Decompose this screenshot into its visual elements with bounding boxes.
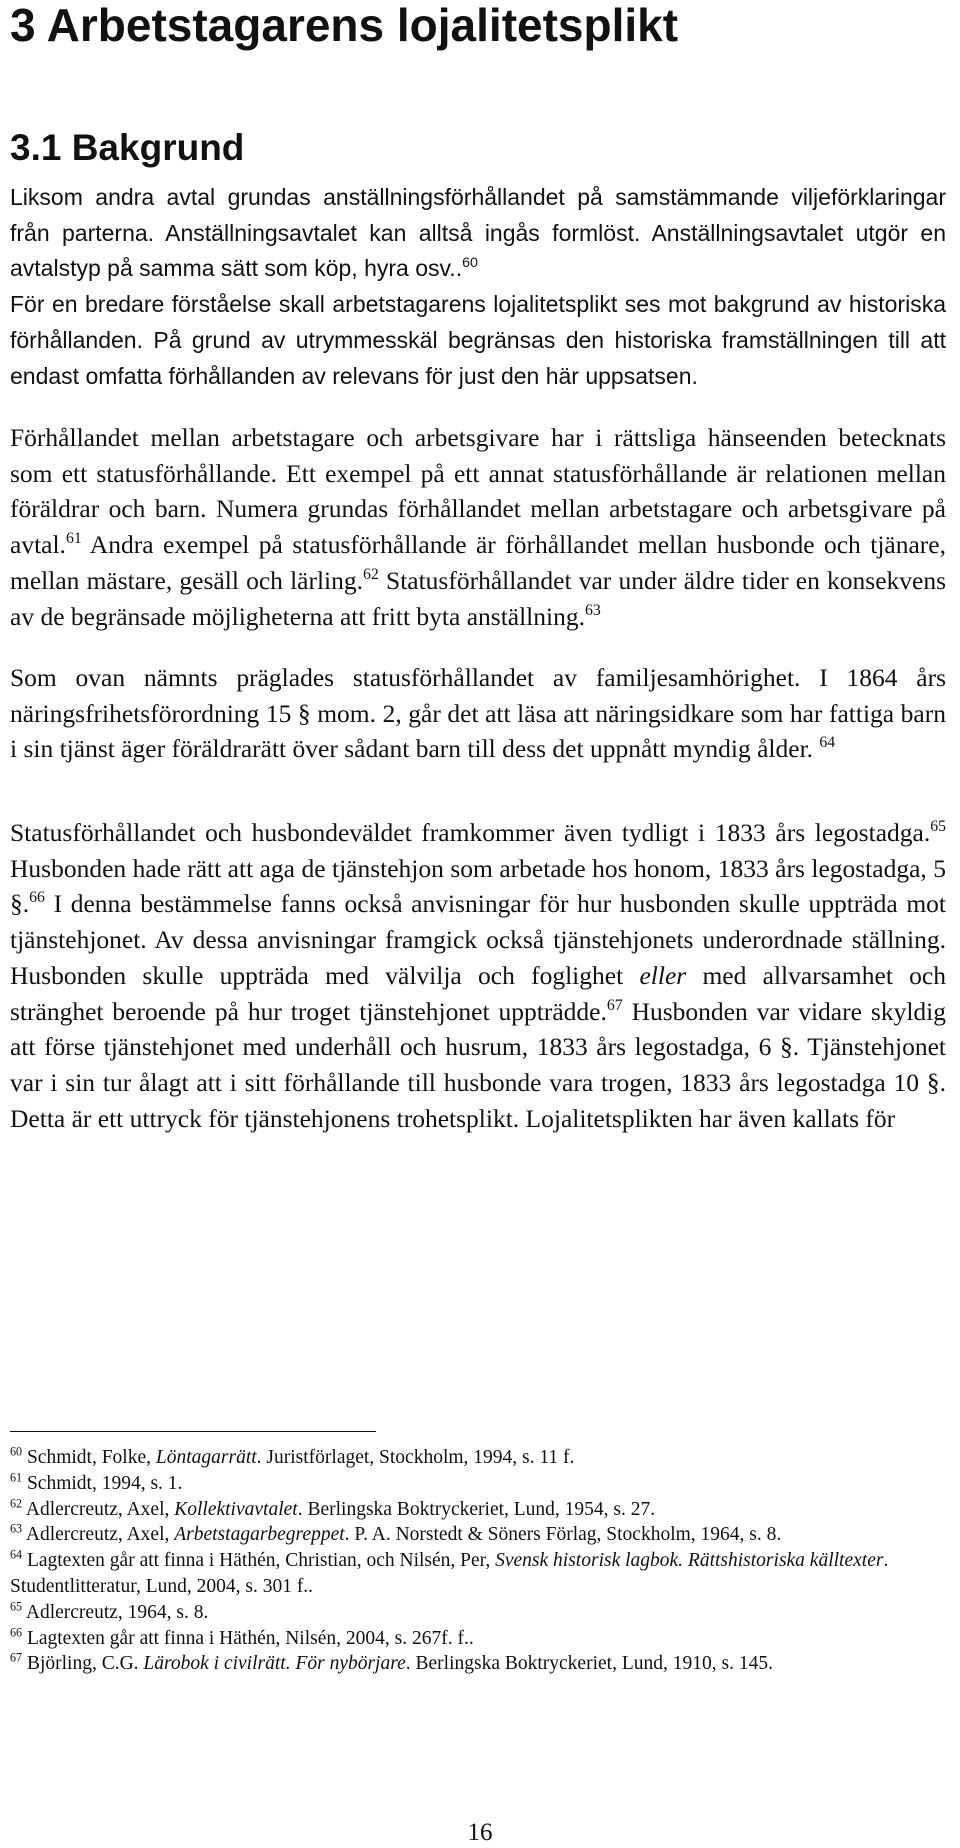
page-number: 16	[467, 1819, 493, 1846]
paragraph-2-text-1: Förhållandet mellan arbetstagare och arbetsgivare har i rättsliga hänseenden betecknats som ett statusförhållande.	[10, 423, 946, 488]
footnote-ref-64[interactable]: 64	[819, 734, 836, 752]
footnote-number: 65	[10, 1599, 23, 1614]
footnote-number: 64	[10, 1547, 23, 1562]
footnote-65: $^{65}$ Adlercreutz, 1964, s. 8.	[10, 1599, 209, 1623]
paragraph-4-text-4: med allvarsamhet och stränghet beroende på hur troget tjänstehjonet uppträdde.	[10, 960, 947, 1026]
footnote-number: 60	[10, 1444, 23, 1459]
paragraph-1-text-b: För en bredare förståelse skall arbetstagarens lojalitetsplikt ses mot bakgrund av historiska förhållanden.	[10, 291, 946, 353]
paragraph-4-text-2: Husbonden hade rätt att aga de tjänstehjon som arbetade hos honom, 1833 års legostadga, 5 §.	[10, 853, 946, 919]
paragraph-2-text-2: Ett exempel på ett annat statusförhållande är relationen mellan föräldrar och barn. Numera grundas förhållandet mellan arbetstagare och arbetsgivare på avtal.	[10, 458, 946, 560]
footnote-ref-66[interactable]: 66	[29, 889, 45, 907]
footnote-number: 61	[10, 1470, 23, 1485]
footnote-number: 63	[10, 1521, 23, 1536]
footnote-ref-63[interactable]: 63	[584, 601, 601, 619]
chapter-heading: 3 Arbetstagarens lojalitetsplikt	[10, 0, 679, 51]
footnote-number: 62	[10, 1496, 23, 1511]
footnote-60: $^{60}$ Schmidt, Folke, Löntagarrätt. Juristförlaget, Stockholm, 1994, s. 11 f.	[10, 1444, 575, 1468]
paragraph-1-intro	[10, 180, 946, 394]
footnote-66: $^{66}$ Lagtexten går att finna i Häthén, Nilsén, 2004, s. 267f. f..	[10, 1625, 474, 1649]
paragraph-4-text-3: I denna bestämmelse fanns också anvisningar för hur husbonden skulle uppträda mot tjänstehjonet. Av dessa anvisningar framgick också tjänstehjonets underordnade ställning. Husbonden skulle uppträda med välvilja och foglighet	[10, 889, 946, 990]
paragraph-2-text-3: Andra exempel på statusförhållande är förhållandet mellan husbonde och tjänare, mellan mästare, gesäll och lärling.	[10, 530, 946, 595]
paragraph-2-text-4: Statusförhållandet var under äldre tider en konsekvens av de begränsade möjligheterna att fritt byta anställning.	[10, 565, 946, 631]
paragraph-1-text-c: På grund av utrymmesskäl begränsas den historiska framställningen till att endast omfatta förhållanden av relevans för just den här uppsatsen.	[10, 326, 946, 389]
footnote-63: $^{63}$ Adlercreutz, Axel, Arbetstagarbegreppet. P. A. Norstedt & Söners Förlag, Stockholm, 1964, s. 8.	[10, 1521, 782, 1546]
paragraph-3-text: Som ovan nämnts präglades statusförhållandet av familjesamhörighet. I 1864 års näringsfrihetsförordning 15 § mom. 2, går det att läsa att näringsidkare som har fattiga barn i sin tjänst äger föräldrarätt över sådant barn till dess det uppnått myndig ålder.	[10, 663, 946, 764]
footnote-ref-65[interactable]: 65	[930, 818, 946, 836]
paragraph-4-text-5: Husbonden var vidare skyldig att förse tjänstehjonet med underhåll och husrum, 1833 års legostadga, 6 §. Tjänstehjonet var i sin tur ålagt att i sitt förhållande till husbonde vara trogen, 1833 års legostadga 10 §. Detta är ett uttryck för tjänstehjonens trohetsplikt. Lojalitetsplikten har även kallats för	[10, 996, 946, 1133]
footnotes	[10, 1445, 946, 1677]
footnote-number: 66	[10, 1625, 23, 1640]
footnote-61: $^{61}$ Schmidt, 1994, s. 1.	[10, 1470, 183, 1494]
footnote-number: 67	[10, 1650, 23, 1665]
footnote-64: $^{64}$ Lagtexten går att finna i Häthén, Christian, och Nilsén, Per, Svensk historisk lagbok. Rättshistoriska källtexter. Studentlitteratur, Lund, 2004, s. 301 f..	[10, 1547, 889, 1597]
paragraph-4	[10, 815, 946, 1136]
footnote-ref-62[interactable]: 62	[363, 566, 379, 584]
paragraph-2	[10, 420, 946, 634]
footnote-separator	[10, 1431, 376, 1432]
paragraph-1-text-a: Liksom andra avtal grundas anställningsförhållandet på samstämmande viljeförklaringar från parterna. Anställningsavtalet kan alltså ingås formlöst. Anställningsavtalet utgör en avtalstyp på samma sätt som köp, hyra osv..	[10, 184, 946, 282]
paragraph-4-text-1: Statusförhållandet och husbondeväldet framkommer även tydligt i 1833 års legostadga.	[10, 818, 931, 847]
footnote-ref-61[interactable]: 61	[65, 530, 82, 548]
section-heading: 3.1 Bakgrund	[10, 127, 245, 168]
footnote-67: $^{67}$ Björling, C.G. Lärobok i civilrätt. För nybörjare. Berlingska Boktryckeriet, Lund, 1910, s. 145.	[10, 1650, 773, 1675]
footnote-ref-67[interactable]: 67	[606, 996, 623, 1014]
footnote-ref-60[interactable]: 60	[462, 255, 478, 272]
paragraph-4-italic-eller: eller	[639, 960, 687, 990]
paragraph-3	[10, 660, 946, 767]
footnote-62: $^{62}$ Adlercreutz, Axel, Kollektivavtalet. Berlingska Boktryckeriet, Lund, 1954, s. 27.	[10, 1496, 656, 1520]
